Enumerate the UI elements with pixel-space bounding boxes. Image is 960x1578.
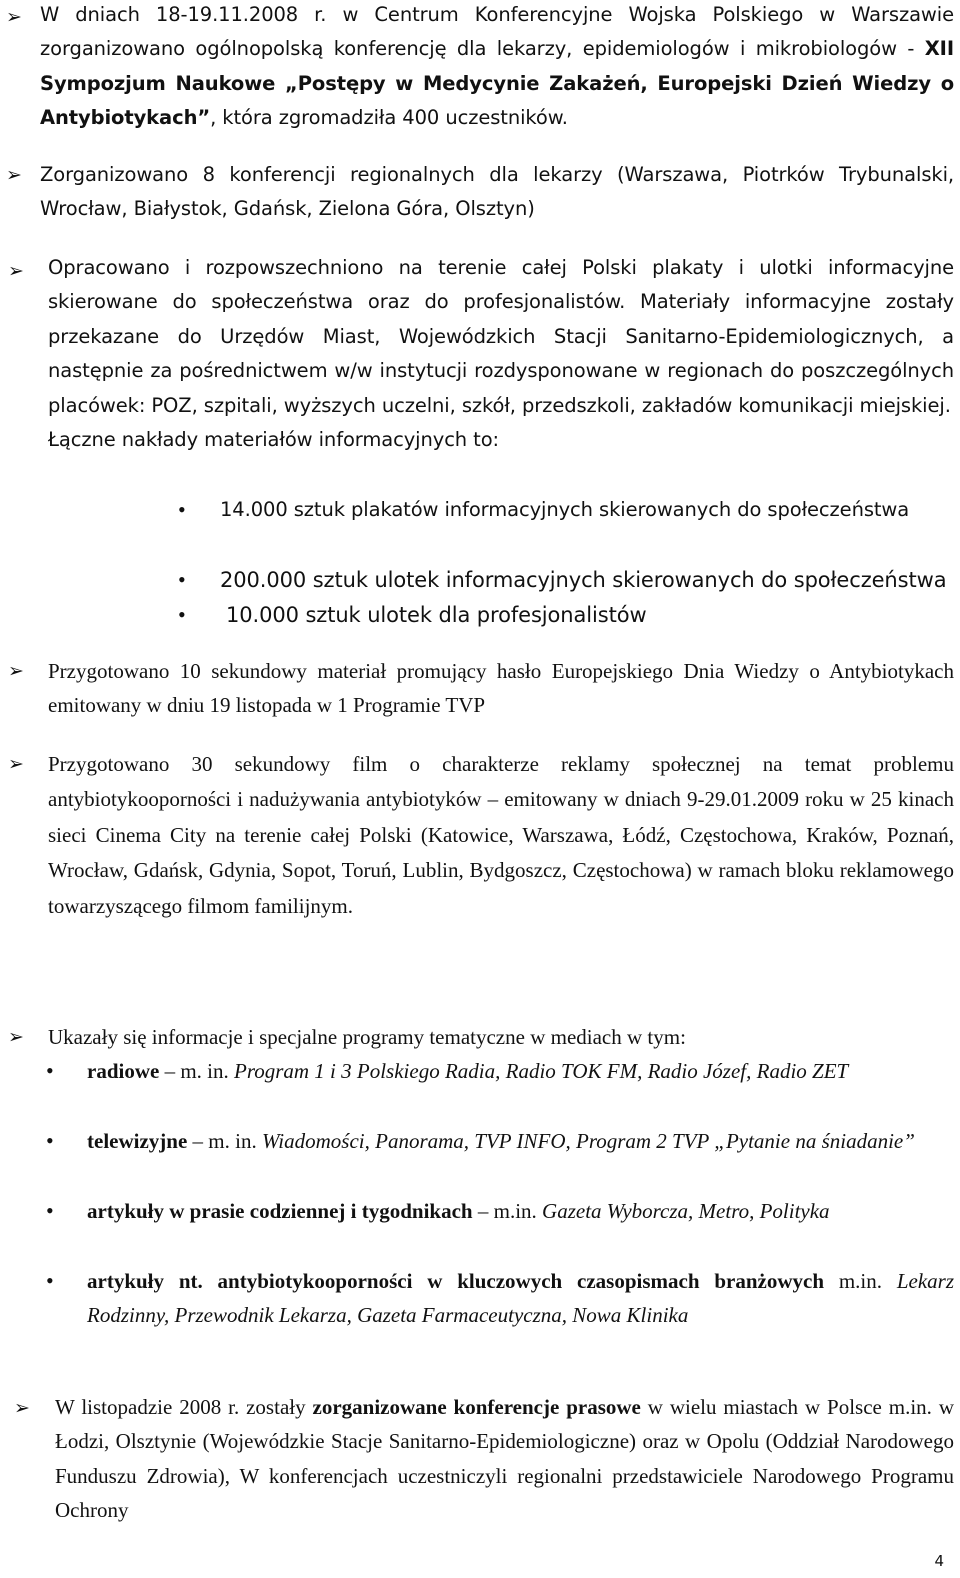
arrow-bullet-icon: ➢ bbox=[8, 753, 24, 775]
media-item-radio-sep: – m. in. bbox=[159, 1059, 234, 1083]
media-item-radio bbox=[87, 1054, 954, 1088]
media-item-journals-sep: m.in. bbox=[824, 1269, 897, 1293]
arrow-bullet-icon: ➢ bbox=[14, 1397, 30, 1419]
media-item-tv-list: Wiadomości, Panorama, TVP INFO, Program 2 TVP „Pytanie na śniadanie” bbox=[261, 1129, 915, 1153]
media-intro: Ukazały się informacje i specjalne programy tematyczne w mediach w tym: bbox=[48, 1025, 686, 1049]
paragraph-press-conferences bbox=[55, 1390, 954, 1528]
paragraph-posters-leaflets bbox=[48, 251, 954, 457]
dot-bullet-icon: • bbox=[178, 567, 186, 592]
total-materials-heading: Łączne nakłady materiałów informacyjnych to: bbox=[48, 428, 500, 452]
materials-item-3: 10.000 sztuk ulotek dla profesjonalistów bbox=[226, 603, 647, 627]
media-item-tv-sep: – m. in. bbox=[187, 1129, 262, 1153]
symposium-attendance: , która zgromadziła 400 uczestników. bbox=[210, 106, 568, 130]
dot-bullet-icon: • bbox=[178, 497, 186, 522]
media-item-journals-label: artykuły nt. antybiotykooporności w kluczowych czasopismach branżowych bbox=[87, 1269, 825, 1293]
materials-item-1: 14.000 sztuk plakatów informacyjnych skierowanych do społeczeństwa bbox=[220, 498, 910, 521]
media-item-tv-label: telewizyjne bbox=[87, 1129, 188, 1153]
paragraph-tv-spot: Przygotowano 10 sekundowy materiał promujący hasło Europejskiego Dnia Wiedzy o Antybiotykach emitowany w dniu 19 listopada w 1 Programie TVP bbox=[48, 659, 954, 718]
paragraph-symposium bbox=[40, 0, 954, 136]
materials-item-2: 200.000 sztuk ulotek informacyjnych skierowanych do społeczeństwa bbox=[220, 568, 947, 592]
media-item-radio-list: Program 1 i 3 Polskiego Radia, Radio TOK FM, Radio Józef, Radio ZET bbox=[234, 1059, 849, 1083]
posters-description: Opracowano i rozpowszechniono na terenie całej Polski plakaty i ulotki informacyjne skierowane do społeczeństwa oraz do profesjonalistów. Materiały informacyjne zostały przekazane do Urzędów Miast, Wojewódzkich Stacji Sanitarno-Epidemiologicznych, a następnie za pośrednictwem w/w instytucji rozdysponowane w regionach do poszczególnych placówek: POZ, szpitali, wyższych uczelni, szkół, przedszkoli, zakładów komunikacji miejskiej. bbox=[48, 256, 954, 417]
media-item-press-label: artykuły w prasie codziennej i tygodnikach bbox=[87, 1199, 473, 1223]
dot-bullet-icon: • bbox=[46, 1198, 54, 1223]
press-conf-text: W listopadzie 2008 r. zostały bbox=[55, 1395, 313, 1419]
press-conf-details: w wielu miastach w Polsce m.in. w Łodzi, Olsztynie (Wojewódzkie Stacje Sanitarno-Epidemiologiczne) oraz w Opolu (Oddział Narodowego Funduszu Zdrowia), W konferencjach uczestniczyli regionalni przedstawiciele Narodowego Programu Ochrony bbox=[55, 1395, 954, 1523]
arrow-bullet-icon: ➢ bbox=[8, 660, 24, 682]
media-item-press-list: Gazeta Wyborcza, Metro, Polityka bbox=[542, 1199, 830, 1223]
media-item-press-sep: – m.in. bbox=[472, 1199, 543, 1223]
symposium-title: XII Sympozjum Naukowe „Postępy w Medycynie Zakażeń, Europejski Dzień Wiedzy o Antybiotykach” bbox=[40, 37, 954, 130]
page-number: 4 bbox=[934, 1552, 944, 1570]
dot-bullet-icon: • bbox=[46, 1128, 54, 1153]
dot-bullet-icon: • bbox=[46, 1058, 54, 1083]
arrow-bullet-icon: ➢ bbox=[8, 260, 24, 282]
dot-bullet-icon: • bbox=[178, 602, 186, 627]
paragraph-cinema-film: Przygotowano 30 sekundowy film o charakterze reklamy społecznej na temat problemu antybiotykooporności i nadużywania antybiotyków – emitowany w dniach 9-29.01.2009 roku w 25 kinach sieci Cinema City na terenie całej Polski (Katowice, Warszawa, Łódź, Częstochowa, Kraków, Poznań, Wrocław, Gdańsk, Gdynia, Sopot, Toruń, Lublin, Bydgoszcz, Częstochowa) w ramach bloku reklamowego towarzyszącego filmom familijnym. bbox=[48, 752, 954, 918]
symposium-text: W dniach 18-19.11.2008 r. w Centrum Konferencyjne Wojska Polskiego w Warszawie zorganizowano ogólnopolską konferencję dla lekarzy, epidemiologów i mikrobiologów - bbox=[40, 3, 954, 61]
arrow-bullet-icon: ➢ bbox=[6, 6, 22, 28]
arrow-bullet-icon: ➢ bbox=[6, 164, 22, 186]
media-item-tv bbox=[87, 1124, 954, 1158]
media-item-press bbox=[87, 1194, 954, 1228]
press-conf-bold: zorganizowane konferencje prasowe bbox=[312, 1395, 641, 1419]
dot-bullet-icon: • bbox=[46, 1268, 54, 1293]
paragraph-regional-conferences: Zorganizowano 8 konferencji regionalnych dla lekarzy (Warszawa, Piotrków Trybunalski, Wrocław, Białystok, Gdańsk, Zielona Góra, Olsztyn) bbox=[40, 163, 954, 221]
media-item-radio-label: radiowe bbox=[87, 1059, 160, 1083]
arrow-bullet-icon: ➢ bbox=[8, 1026, 24, 1048]
media-item-journals-list: Lekarz Rodzinny, Przewodnik Lekarza, Gazeta Farmaceutyczna, Nowa Klinika bbox=[87, 1269, 955, 1328]
media-item-journals bbox=[87, 1264, 954, 1333]
